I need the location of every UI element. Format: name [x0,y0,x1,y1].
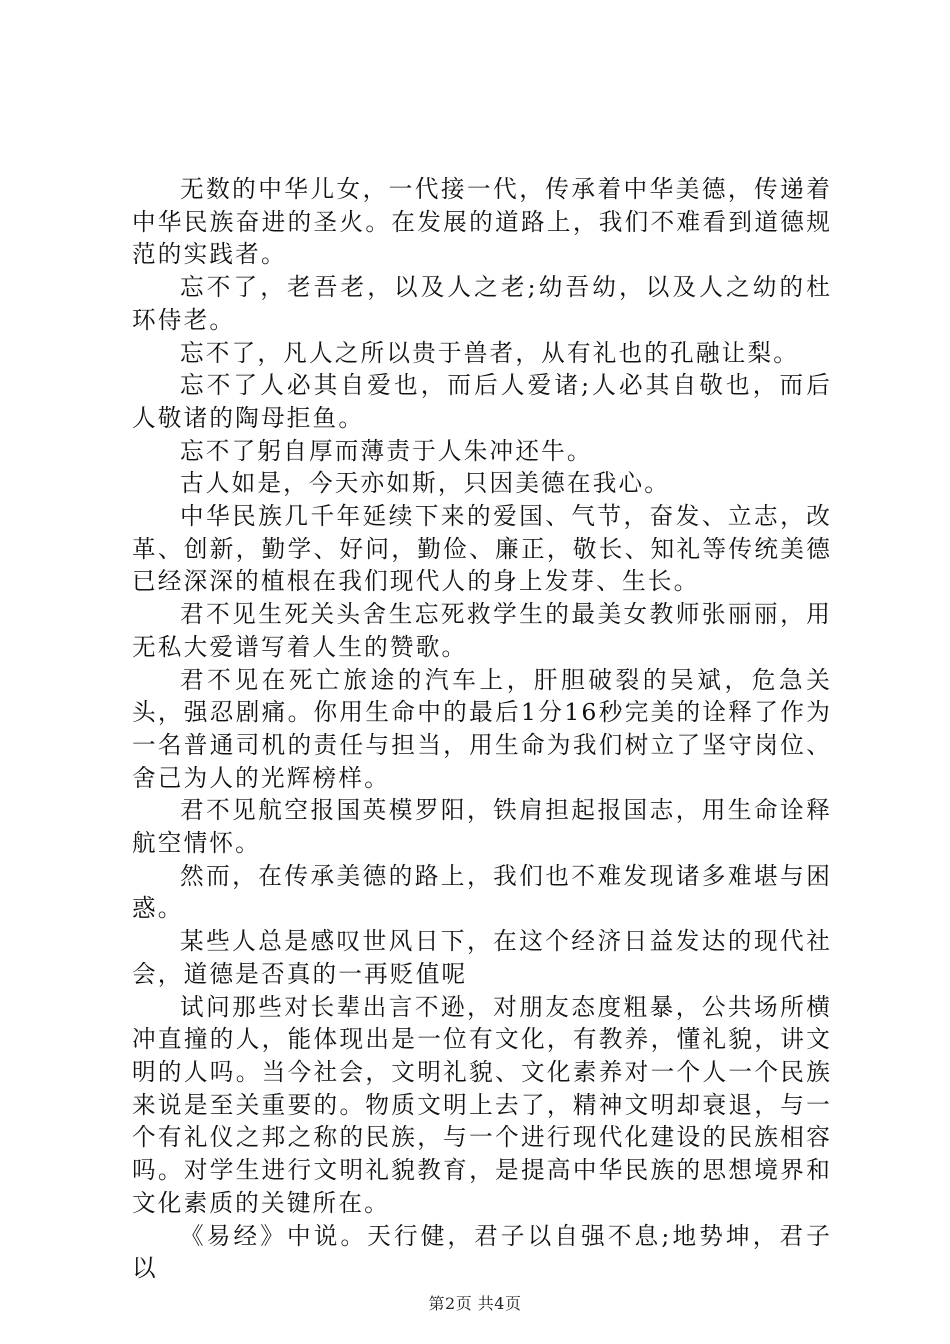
paragraph: 无数的中华儿女，一代接一代，传承着中华美德，传递着中华民族奋进的圣火。在发展的道路上，我们不难看到道德规范的实践者。 [132,175,832,269]
paragraph: 君不见生死关头舍生忘死救学生的最美女教师张丽丽，用无私大爱谱写着人生的赞歌。 [132,600,832,661]
paragraph: 某些人总是感叹世风日下，在这个经济日益发达的现代社会，道德是否真的一再贬值呢 [132,927,832,988]
paragraph: 中华民族几千年延续下来的爱国、气节，奋发、立志，改革、创新，勤学、好问，勤俭、廉正，敬长、知礼等传统美德已经深深的植根在我们现代人的身上发芽、生长。 [132,502,832,596]
paragraph: 《易经》中说。天行健，君子以自强不息;地势坤，君子以 [132,1221,832,1283]
paragraph: 忘不了人必其自爱也，而后人爱诸;人必其自敬也，而后人敬诸的陶母拒鱼。 [132,371,832,432]
paragraph: 忘不了躬自厚而薄责于人朱冲还牛。 [180,436,593,465]
document-body [132,173,832,1285]
paragraph: 忘不了，老吾老，以及人之老;幼吾幼，以及人之幼的杜环侍老。 [132,273,832,334]
paragraph: 试问那些对长辈出言不逊，对朋友态度粗暴，公共场所横冲直撞的人，能体现出是一位有文化，有教养，懂礼貌，讲文明的人吗。当今社会，文明礼貌、文化素养对一个人一个民族来说是至关重要的。物质文明上去了，精神文明却衰退，与一个有礼仪之邦之称的民族，与一个进行现代化建设的民族相容吗。对学生进行文明礼貌教育，是提高中华民族的思想境界和文化素质的关键所在。 [132,992,832,1217]
paragraph: 君不见在死亡旅途的汽车上，肝胆破裂的吴斌，危急关头，强忍剧痛。你用生命中的最后1分16秒完美的诠释了作为一名普通司机的责任与担当，用生命为我们树立了坚守岗位、舍己为人的光辉榜样。 [132,665,832,792]
paragraph: 古人如是，今天亦如斯，只因美德在我心。 [180,469,671,498]
paragraph: 君不见航空报国英模罗阳，铁肩担起报国志，用生命诠释航空情怀。 [132,796,832,858]
page-number-footer: 第2页 共4页 [428,1294,522,1313]
paragraph: 忘不了，凡人之所以贵于兽者，从有礼也的孔融让梨。 [180,338,800,367]
paragraph: 然而，在传承美德的路上，我们也不难发现诸多难堪与困惑。 [132,861,832,923]
